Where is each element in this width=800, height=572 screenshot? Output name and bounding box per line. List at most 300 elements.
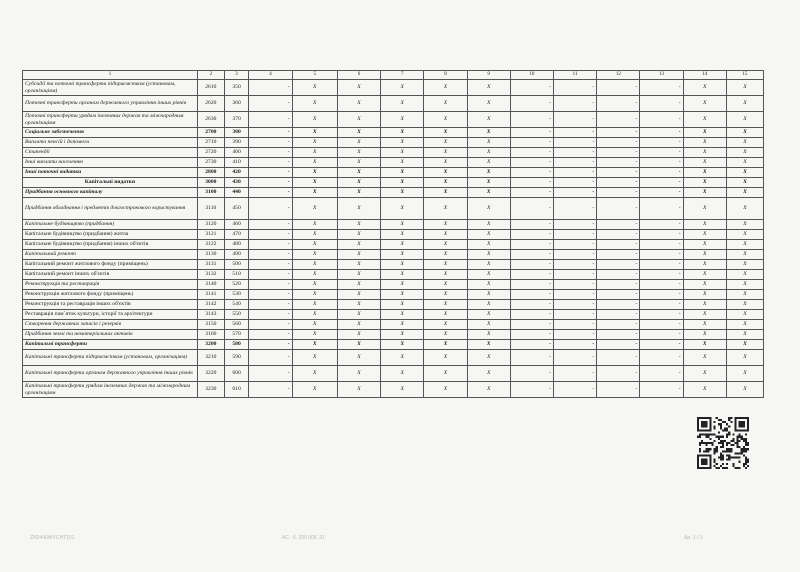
row-name: Інші виплати населенню bbox=[23, 158, 198, 168]
row-code: 3000 bbox=[197, 178, 224, 188]
cell-x: X bbox=[683, 320, 726, 330]
cell-dash: - bbox=[249, 112, 292, 128]
cell-x: X bbox=[337, 148, 380, 158]
cell-dash: - bbox=[597, 178, 640, 188]
cell-dash: - bbox=[553, 250, 596, 260]
cell-x: X bbox=[683, 260, 726, 270]
row-name: Поточні трансферти урядам іноземних держав та міжнародним організаціям bbox=[23, 112, 198, 128]
row-name: Капітальні трансферти bbox=[23, 340, 198, 350]
cell-dash: - bbox=[640, 158, 683, 168]
header-cell: 5 bbox=[292, 71, 337, 80]
row-line: 490 bbox=[224, 250, 249, 260]
header-cell: 14 bbox=[683, 71, 726, 80]
cell-x: X bbox=[726, 366, 763, 382]
row-code: 3220 bbox=[197, 366, 224, 382]
cell-x: X bbox=[467, 340, 510, 350]
cell-dash: - bbox=[597, 310, 640, 320]
row-line: 540 bbox=[224, 300, 249, 310]
cell-x: X bbox=[381, 188, 424, 198]
cell-x: X bbox=[381, 330, 424, 340]
cell-x: X bbox=[683, 350, 726, 366]
cell-x: X bbox=[292, 240, 337, 250]
row-name: Інші поточні видатки bbox=[23, 168, 198, 178]
table-row bbox=[23, 260, 764, 270]
cell-dash: - bbox=[510, 270, 553, 280]
cell-x: X bbox=[292, 340, 337, 350]
cell-x: X bbox=[726, 220, 763, 230]
cell-dash: - bbox=[249, 260, 292, 270]
row-code: 2800 bbox=[197, 168, 224, 178]
cell-dash: - bbox=[553, 112, 596, 128]
cell-dash: - bbox=[553, 310, 596, 320]
cell-x: X bbox=[337, 158, 380, 168]
cell-x: X bbox=[292, 80, 337, 96]
cell-dash: - bbox=[249, 198, 292, 220]
cell-x: X bbox=[337, 340, 380, 350]
cell-dash: - bbox=[640, 138, 683, 148]
cell-dash: - bbox=[640, 366, 683, 382]
row-code: 3200 bbox=[197, 340, 224, 350]
cell-x: X bbox=[381, 260, 424, 270]
table-row bbox=[23, 220, 764, 230]
cell-x: X bbox=[292, 382, 337, 398]
cell-x: X bbox=[467, 220, 510, 230]
row-code: 3160 bbox=[197, 330, 224, 340]
cell-dash: - bbox=[640, 330, 683, 340]
cell-x: X bbox=[467, 250, 510, 260]
cell-dash: - bbox=[510, 198, 553, 220]
cell-x: X bbox=[683, 188, 726, 198]
row-name: Соціальне забезпечення bbox=[23, 128, 198, 138]
row-name: Капітальне будівництво (придбання) житла bbox=[23, 230, 198, 240]
cell-dash: - bbox=[597, 250, 640, 260]
row-code: 3141 bbox=[197, 290, 224, 300]
cell-dash: - bbox=[553, 96, 596, 112]
cell-x: X bbox=[467, 290, 510, 300]
header-cell: 3 bbox=[224, 71, 249, 80]
table-row bbox=[23, 240, 764, 250]
cell-x: X bbox=[683, 158, 726, 168]
row-line: 370 bbox=[224, 112, 249, 128]
cell-x: X bbox=[467, 96, 510, 112]
cell-dash: - bbox=[249, 310, 292, 320]
row-name: Реконструкція житлового фонду (приміщень) bbox=[23, 290, 198, 300]
row-code: 3143 bbox=[197, 310, 224, 320]
row-name: Субсидії та поточні трансферти підприємствам (установам, організаціям) bbox=[23, 80, 198, 96]
cell-x: X bbox=[424, 158, 467, 168]
cell-x: X bbox=[467, 240, 510, 250]
row-line: 380 bbox=[224, 128, 249, 138]
cell-dash: - bbox=[597, 148, 640, 158]
cell-dash: - bbox=[510, 158, 553, 168]
cell-dash: - bbox=[553, 270, 596, 280]
cell-x: X bbox=[683, 366, 726, 382]
cell-x: X bbox=[424, 220, 467, 230]
cell-x: X bbox=[381, 300, 424, 310]
table-row bbox=[23, 310, 764, 320]
cell-x: X bbox=[337, 382, 380, 398]
footer-right: Ар. 1 / 3 bbox=[684, 535, 703, 541]
cell-x: X bbox=[683, 280, 726, 290]
cell-x: X bbox=[381, 80, 424, 96]
cell-dash: - bbox=[597, 138, 640, 148]
cell-x: X bbox=[683, 330, 726, 340]
cell-dash: - bbox=[510, 220, 553, 230]
cell-x: X bbox=[683, 240, 726, 250]
cell-dash: - bbox=[597, 230, 640, 240]
cell-dash: - bbox=[597, 168, 640, 178]
row-code: 3230 bbox=[197, 382, 224, 398]
cell-dash: - bbox=[249, 240, 292, 250]
cell-dash: - bbox=[597, 330, 640, 340]
cell-x: X bbox=[683, 138, 726, 148]
cell-x: X bbox=[467, 178, 510, 188]
cell-dash: - bbox=[510, 382, 553, 398]
row-code: 3122 bbox=[197, 240, 224, 250]
cell-dash: - bbox=[510, 96, 553, 112]
cell-dash: - bbox=[249, 320, 292, 330]
cell-x: X bbox=[424, 340, 467, 350]
cell-x: X bbox=[467, 366, 510, 382]
cell-x: X bbox=[381, 96, 424, 112]
cell-x: X bbox=[381, 270, 424, 280]
cell-dash: - bbox=[640, 340, 683, 350]
qr-code-icon bbox=[697, 417, 749, 469]
cell-dash: - bbox=[249, 128, 292, 138]
cell-x: X bbox=[337, 230, 380, 240]
cell-dash: - bbox=[553, 138, 596, 148]
row-name: Капітальний ремонт bbox=[23, 250, 198, 260]
footer-mid: АС : 6 ,200 008 ,31 bbox=[282, 535, 325, 541]
cell-dash: - bbox=[510, 112, 553, 128]
cell-dash: - bbox=[510, 320, 553, 330]
header-cell: 9 bbox=[467, 71, 510, 80]
cell-x: X bbox=[726, 280, 763, 290]
cell-dash: - bbox=[553, 240, 596, 250]
row-code: 2610 bbox=[197, 80, 224, 96]
cell-x: X bbox=[337, 138, 380, 148]
table-row bbox=[23, 80, 764, 96]
cell-dash: - bbox=[510, 280, 553, 290]
cell-x: X bbox=[381, 320, 424, 330]
cell-x: X bbox=[292, 138, 337, 148]
row-code: 3120 bbox=[197, 220, 224, 230]
row-name: Капітальні трансферти органам державного управління інших рівнів bbox=[23, 366, 198, 382]
cell-x: X bbox=[726, 138, 763, 148]
cell-x: X bbox=[467, 320, 510, 330]
row-code: 3132 bbox=[197, 270, 224, 280]
header-cell: 11 bbox=[553, 71, 596, 80]
cell-dash: - bbox=[640, 148, 683, 158]
row-line: 480 bbox=[224, 240, 249, 250]
row-code: 3210 bbox=[197, 350, 224, 366]
cell-dash: - bbox=[510, 290, 553, 300]
cell-x: X bbox=[424, 310, 467, 320]
cell-dash: - bbox=[249, 80, 292, 96]
row-name: Капітальні трансферти підприємствам (установам, організаціям) bbox=[23, 350, 198, 366]
cell-dash: - bbox=[597, 80, 640, 96]
cell-dash: - bbox=[510, 188, 553, 198]
cell-x: X bbox=[467, 112, 510, 128]
cell-x: X bbox=[424, 96, 467, 112]
cell-x: X bbox=[381, 250, 424, 260]
cell-dash: - bbox=[597, 280, 640, 290]
cell-x: X bbox=[726, 290, 763, 300]
cell-x: X bbox=[424, 138, 467, 148]
row-code: 2730 bbox=[197, 158, 224, 168]
table-row bbox=[23, 96, 764, 112]
cell-x: X bbox=[726, 260, 763, 270]
cell-dash: - bbox=[640, 220, 683, 230]
cell-dash: - bbox=[553, 300, 596, 310]
cell-dash: - bbox=[510, 230, 553, 240]
cell-dash: - bbox=[597, 96, 640, 112]
cell-dash: - bbox=[249, 280, 292, 290]
header-cell: 4 bbox=[249, 71, 292, 80]
cell-x: X bbox=[337, 168, 380, 178]
cell-dash: - bbox=[597, 220, 640, 230]
cell-dash: - bbox=[553, 366, 596, 382]
cell-x: X bbox=[292, 250, 337, 260]
cell-dash: - bbox=[249, 230, 292, 240]
cell-dash: - bbox=[553, 280, 596, 290]
cell-x: X bbox=[683, 112, 726, 128]
row-line: 440 bbox=[224, 188, 249, 198]
cell-x: X bbox=[683, 198, 726, 220]
cell-x: X bbox=[337, 260, 380, 270]
cell-x: X bbox=[337, 220, 380, 230]
row-name: Реставрація пам`яток культури, історії та архітектури bbox=[23, 310, 198, 320]
table-row bbox=[23, 290, 764, 300]
cell-x: X bbox=[683, 250, 726, 260]
cell-x: X bbox=[292, 280, 337, 290]
cell-x: X bbox=[337, 96, 380, 112]
cell-x: X bbox=[726, 320, 763, 330]
cell-x: X bbox=[292, 158, 337, 168]
cell-dash: - bbox=[597, 290, 640, 300]
cell-x: X bbox=[467, 138, 510, 148]
cell-x: X bbox=[683, 310, 726, 320]
cell-x: X bbox=[337, 240, 380, 250]
row-name: Капітальний ремонт інших об'єктів bbox=[23, 270, 198, 280]
cell-dash: - bbox=[553, 178, 596, 188]
row-name: Реконструкція та реставрація bbox=[23, 280, 198, 290]
cell-dash: - bbox=[553, 340, 596, 350]
cell-x: X bbox=[424, 230, 467, 240]
cell-x: X bbox=[683, 178, 726, 188]
cell-x: X bbox=[467, 230, 510, 240]
cell-dash: - bbox=[249, 188, 292, 198]
cell-dash: - bbox=[249, 178, 292, 188]
cell-dash: - bbox=[640, 260, 683, 270]
cell-x: X bbox=[381, 168, 424, 178]
cell-x: X bbox=[683, 80, 726, 96]
cell-dash: - bbox=[640, 300, 683, 310]
row-line: 350 bbox=[224, 80, 249, 96]
cell-x: X bbox=[726, 330, 763, 340]
cell-x: X bbox=[683, 340, 726, 350]
row-line: 460 bbox=[224, 220, 249, 230]
cell-x: X bbox=[292, 350, 337, 366]
cell-dash: - bbox=[597, 112, 640, 128]
row-line: 520 bbox=[224, 280, 249, 290]
row-name: Поточні трансферти органам державного управління інших рівнів bbox=[23, 96, 198, 112]
cell-dash: - bbox=[510, 250, 553, 260]
cell-dash: - bbox=[597, 382, 640, 398]
cell-dash: - bbox=[249, 350, 292, 366]
cell-dash: - bbox=[249, 330, 292, 340]
cell-x: X bbox=[381, 198, 424, 220]
cell-x: X bbox=[683, 382, 726, 398]
table-row bbox=[23, 178, 764, 188]
row-name: Стипендії bbox=[23, 148, 198, 158]
cell-dash: - bbox=[597, 320, 640, 330]
table-row bbox=[23, 320, 764, 330]
cell-x: X bbox=[424, 198, 467, 220]
cell-x: X bbox=[381, 350, 424, 366]
table-row bbox=[23, 250, 764, 260]
row-name: Капітальні трансферти урядам іноземних держав та міжнародним організаціям bbox=[23, 382, 198, 398]
row-code: 2620 bbox=[197, 96, 224, 112]
cell-x: X bbox=[337, 112, 380, 128]
cell-dash: - bbox=[553, 128, 596, 138]
cell-x: X bbox=[726, 300, 763, 310]
cell-x: X bbox=[726, 270, 763, 280]
cell-x: X bbox=[381, 366, 424, 382]
cell-x: X bbox=[467, 80, 510, 96]
cell-x: X bbox=[292, 260, 337, 270]
cell-dash: - bbox=[510, 80, 553, 96]
cell-dash: - bbox=[510, 330, 553, 340]
row-name: Капітальне будівництво (придбання) bbox=[23, 220, 198, 230]
cell-x: X bbox=[424, 366, 467, 382]
cell-x: X bbox=[424, 112, 467, 128]
cell-dash: - bbox=[249, 250, 292, 260]
cell-dash: - bbox=[553, 350, 596, 366]
header-cell: 6 bbox=[337, 71, 380, 80]
cell-x: X bbox=[292, 96, 337, 112]
cell-x: X bbox=[381, 382, 424, 398]
cell-x: X bbox=[337, 300, 380, 310]
cell-dash: - bbox=[640, 350, 683, 366]
cell-x: X bbox=[467, 128, 510, 138]
row-line: 400 bbox=[224, 148, 249, 158]
cell-dash: - bbox=[249, 340, 292, 350]
table-row bbox=[23, 350, 764, 366]
cell-dash: - bbox=[249, 168, 292, 178]
cell-x: X bbox=[726, 168, 763, 178]
row-line: 510 bbox=[224, 270, 249, 280]
cell-x: X bbox=[424, 128, 467, 138]
row-name: Реконструкція та реставрація інших об'єктів bbox=[23, 300, 198, 310]
cell-x: X bbox=[337, 330, 380, 340]
cell-dash: - bbox=[553, 158, 596, 168]
row-line: 500 bbox=[224, 260, 249, 270]
table-row bbox=[23, 112, 764, 128]
cell-x: X bbox=[292, 310, 337, 320]
cell-x: X bbox=[424, 80, 467, 96]
table-row bbox=[23, 138, 764, 148]
cell-x: X bbox=[424, 280, 467, 290]
cell-dash: - bbox=[640, 128, 683, 138]
row-line: 430 bbox=[224, 178, 249, 188]
cell-x: X bbox=[467, 168, 510, 178]
cell-x: X bbox=[424, 382, 467, 398]
cell-x: X bbox=[424, 320, 467, 330]
cell-x: X bbox=[292, 290, 337, 300]
header-cell: 2 bbox=[197, 71, 224, 80]
cell-x: X bbox=[337, 350, 380, 366]
table-row bbox=[23, 168, 764, 178]
cell-dash: - bbox=[553, 330, 596, 340]
cell-x: X bbox=[683, 128, 726, 138]
table-row bbox=[23, 128, 764, 138]
cell-x: X bbox=[726, 198, 763, 220]
cell-dash: - bbox=[640, 112, 683, 128]
cell-x: X bbox=[424, 260, 467, 270]
cell-dash: - bbox=[249, 382, 292, 398]
header-cell: 15 bbox=[726, 71, 763, 80]
table-row bbox=[23, 230, 764, 240]
table-row bbox=[23, 330, 764, 340]
row-line: 470 bbox=[224, 230, 249, 240]
row-code: 3131 bbox=[197, 260, 224, 270]
cell-x: X bbox=[337, 178, 380, 188]
cell-dash: - bbox=[510, 340, 553, 350]
row-line: 560 bbox=[224, 320, 249, 330]
cell-dash: - bbox=[597, 128, 640, 138]
row-name: Капітальний ремонт житлового фонду (приміщень) bbox=[23, 260, 198, 270]
cell-x: X bbox=[683, 148, 726, 158]
cell-x: X bbox=[726, 350, 763, 366]
cell-dash: - bbox=[640, 250, 683, 260]
cell-x: X bbox=[467, 260, 510, 270]
row-code: 3150 bbox=[197, 320, 224, 330]
row-line: 450 bbox=[224, 198, 249, 220]
row-name: Придбання обладнання і предметів довгострокового користування bbox=[23, 198, 198, 220]
cell-dash: - bbox=[640, 96, 683, 112]
table-row bbox=[23, 158, 764, 168]
header-cell: 13 bbox=[640, 71, 683, 80]
cell-x: X bbox=[337, 280, 380, 290]
cell-x: X bbox=[726, 250, 763, 260]
cell-dash: - bbox=[597, 270, 640, 280]
cell-x: X bbox=[292, 366, 337, 382]
row-name: Виплата пенсій і допомоги bbox=[23, 138, 198, 148]
row-name: Капітальні видатки bbox=[23, 178, 198, 188]
cell-dash: - bbox=[597, 260, 640, 270]
cell-dash: - bbox=[553, 168, 596, 178]
cell-x: X bbox=[726, 148, 763, 158]
cell-dash: - bbox=[510, 300, 553, 310]
cell-dash: - bbox=[640, 198, 683, 220]
cell-x: X bbox=[381, 128, 424, 138]
cell-x: X bbox=[381, 220, 424, 230]
cell-dash: - bbox=[553, 290, 596, 300]
cell-dash: - bbox=[510, 350, 553, 366]
cell-dash: - bbox=[249, 270, 292, 280]
cell-x: X bbox=[467, 310, 510, 320]
cell-dash: - bbox=[597, 350, 640, 366]
cell-x: X bbox=[424, 188, 467, 198]
cell-x: X bbox=[467, 158, 510, 168]
cell-x: X bbox=[292, 230, 337, 240]
cell-dash: - bbox=[640, 230, 683, 240]
cell-x: X bbox=[683, 168, 726, 178]
cell-x: X bbox=[337, 270, 380, 280]
cell-dash: - bbox=[597, 188, 640, 198]
cell-x: X bbox=[337, 188, 380, 198]
